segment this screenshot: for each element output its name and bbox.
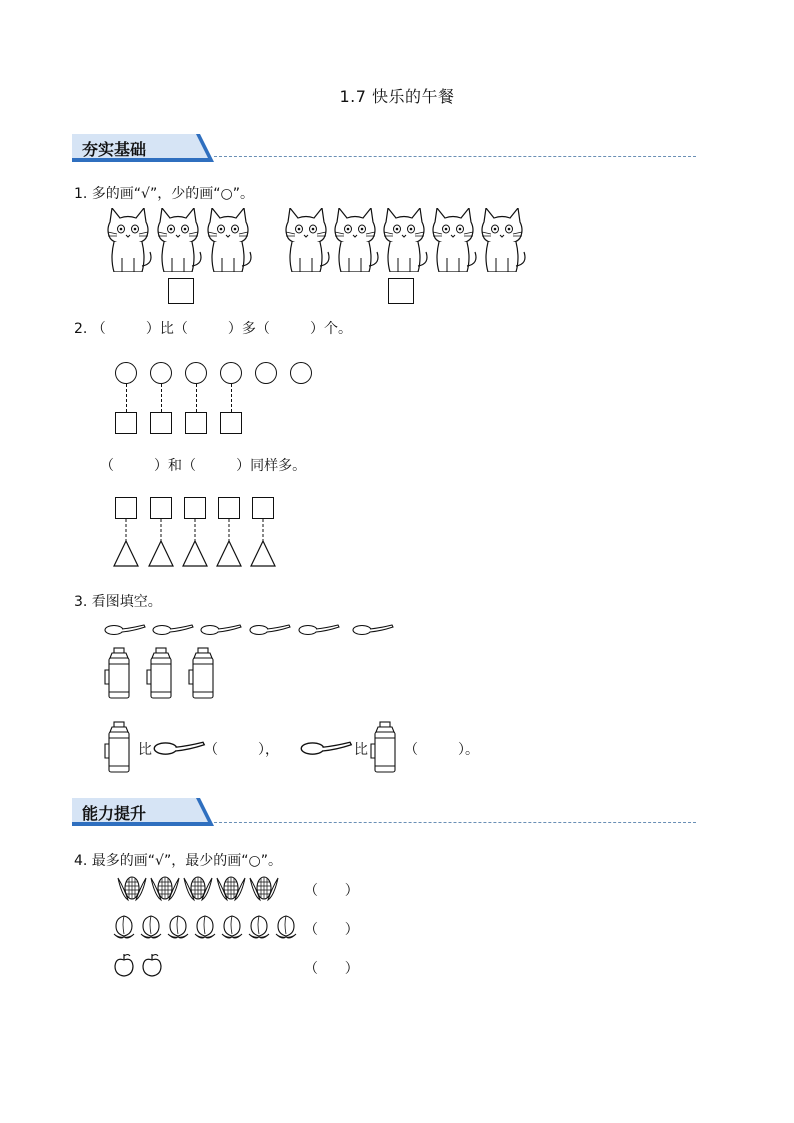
triangle-shape [149, 541, 173, 566]
question-1-prompt: 1. 多的画“√”，少的画“○”。 [74, 186, 254, 202]
corn-icon [217, 877, 245, 900]
corn-icon [118, 877, 146, 900]
answer-paren-corn[interactable]: （ ） [304, 883, 359, 899]
peach-group [112, 912, 302, 942]
square-shape [150, 497, 172, 519]
cat-icon [335, 208, 378, 272]
section-divider [214, 156, 696, 157]
compare-word: 比 [138, 742, 152, 758]
spoon-icon [153, 736, 209, 756]
corn-icon [184, 877, 212, 900]
square-shape [115, 412, 137, 434]
cat-icon [158, 208, 201, 272]
page-title: 1.7 快乐的午餐 [339, 87, 455, 106]
circle-shape [290, 362, 312, 384]
square-shape [220, 412, 242, 434]
square-shape [218, 497, 240, 519]
answer-blank-1[interactable]: （ ）， [204, 742, 280, 758]
peach-icon [276, 916, 296, 938]
section-title: 能力提升 [82, 804, 147, 823]
answer-blank-2[interactable]: （ ）。 [404, 742, 480, 758]
thermos-icon [147, 648, 171, 698]
section-divider [214, 822, 696, 823]
circle-shape [220, 362, 242, 384]
triangle-shape [217, 541, 241, 566]
match-line [126, 384, 127, 412]
thermos-group [104, 646, 224, 702]
corn-icon [250, 877, 278, 900]
cat-group [104, 208, 534, 272]
match-line [196, 384, 197, 412]
peach-icon [222, 916, 242, 938]
spoon-icon [299, 625, 339, 635]
square-shape [185, 412, 207, 434]
answer-paren-peach[interactable]: （ ） [304, 922, 359, 938]
circle-shape [150, 362, 172, 384]
corn-icon [151, 877, 179, 900]
apple-group [112, 952, 172, 978]
peach-icon [168, 916, 188, 938]
triangle-group [110, 519, 290, 569]
cat-icon [108, 208, 151, 272]
triangle-shape [114, 541, 138, 566]
section-banner-advanced [72, 798, 214, 826]
answer-box-left[interactable] [168, 278, 194, 304]
peach-icon [249, 916, 269, 938]
circle-shape [185, 362, 207, 384]
thermos-icon [105, 648, 129, 698]
cat-icon [208, 208, 251, 272]
match-line [231, 384, 232, 412]
spoon-icon [201, 625, 241, 635]
question-2-prompt: 2. （ ）比（ ）多（ ）个。 [74, 321, 352, 337]
section-banner-basic [72, 134, 214, 162]
peach-icon [195, 916, 215, 938]
section-title: 夯实基础 [82, 140, 147, 159]
cat-icon [384, 208, 427, 272]
square-shape [150, 412, 172, 434]
question-3-prompt: 3. 看图填空。 [74, 594, 162, 610]
triangle-shape [183, 541, 207, 566]
spoon-group [104, 620, 404, 640]
answer-paren-apple[interactable]: （ ） [304, 961, 359, 977]
question-4-prompt: 4. 最多的画“√”，最少的画“○”。 [74, 853, 282, 869]
question-2-line2: （ ）和（ ）同样多。 [100, 458, 307, 474]
spoon-icon [105, 625, 145, 635]
square-shape [184, 497, 206, 519]
square-shape [115, 497, 137, 519]
cat-icon [482, 208, 525, 272]
cat-icon [433, 208, 476, 272]
spoon-icon [250, 625, 290, 635]
apple-icon [143, 954, 161, 976]
peach-icon [114, 916, 134, 938]
spoon-icon [153, 625, 193, 635]
thermos-icon [189, 648, 213, 698]
thermos-icon [370, 720, 402, 776]
square-shape [252, 497, 274, 519]
spoon-icon [353, 625, 393, 635]
answer-box-right[interactable] [388, 278, 414, 304]
triangle-shape [251, 541, 275, 566]
circle-shape [255, 362, 277, 384]
compare-word: 比 [354, 742, 368, 758]
circle-shape [115, 362, 137, 384]
corn-group [116, 872, 286, 902]
peach-icon [141, 916, 161, 938]
apple-icon [115, 954, 133, 976]
spoon-icon [300, 736, 356, 756]
thermos-icon [104, 720, 136, 776]
cat-icon [286, 208, 329, 272]
match-line [161, 384, 162, 412]
